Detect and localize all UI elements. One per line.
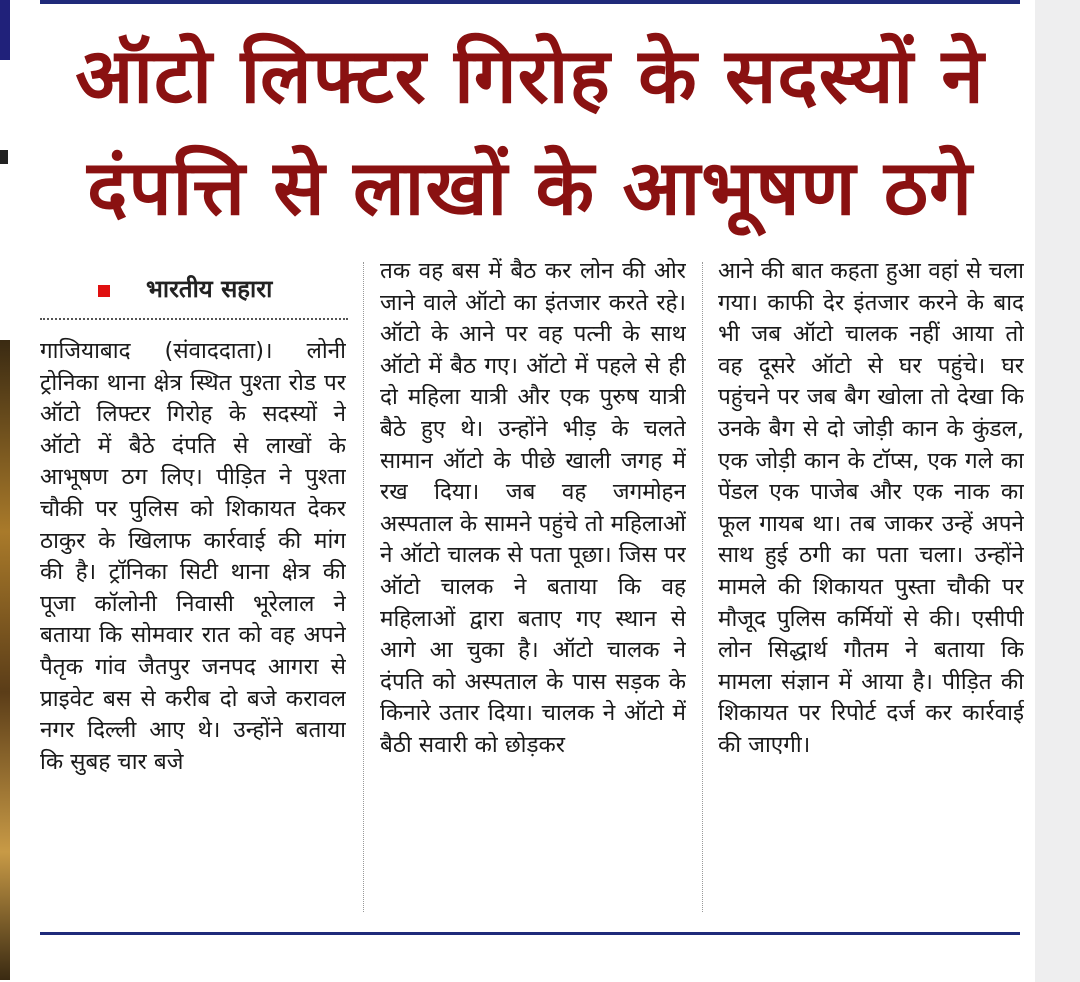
article-column-3: आने की बात कहता हुआ वहां से चला गया। काफी देर इंतजार करने के बाद भी जब ऑटो चालक नहीं आया तो वह दूसरे ऑटो से घर पहुंचे। घर पहुंचने पर जब बैग खोला तो देखा कि उनके बैग से दो जोड़ी कान के कुंडल, एक जोड़ी कान के टॉप्स, एक गले का पेंडल एक पाजेब और एक नाक का फूल गायब था। तब जाकर उन्हें अपने साथ हुई ठगी का पता चला। उन्होंने मामले की शिकायत पुस्ता चौकी पर मौजूद पुलिस कर्मियों से की। एसीपी लोन सिद्धार्थ गौतम ने बताया कि मामला संज्ञान में आया है। पीड़ित की शिकायत पर रिपोर्ट दर्ज कर कार्रवाई की जाएगी।	[718, 258, 1024, 758]
column-divider	[363, 262, 365, 912]
bottom-rule	[40, 932, 1020, 935]
left-edge-photo-strip	[0, 340, 10, 980]
left-edge-mark	[0, 150, 8, 164]
byline-divider	[40, 318, 348, 320]
left-edge-strip	[0, 0, 10, 60]
column-divider	[702, 262, 704, 912]
headline-line-1: ऑटो लिफ्टर गिरोह के सदस्यों ने	[75, 31, 985, 120]
headline	[30, 20, 1030, 244]
top-rule	[40, 0, 1020, 4]
bullet-square-icon	[98, 285, 110, 297]
article-column-1: गाजियाबाद (संवाददाता)। लोनी ट्रोनिका थाना क्षेत्र स्थित पुश्ता रोड पर ऑटो लिफ्टर गिरोह के सदस्यों ने ऑटो में बैठे दंपति से लाखों के आभूषण ठग लिए। पीड़ित ने पुश्ता चौकी पर पुलिस को शिकायत देकर ठाकुर के खिलाफ कार्रवाई की मांग की है। ट्रॉनिका सिटी थाना क्षेत्र की पूजा कॉलोनी निवासी भूरेलाल ने बताया कि सोमवार रात को वह अपने पैतृक गांव जैतपुर जनपद आगरा से प्राइवेट बस से करीब दो बजे करावल नगर दिल्ली आए थे। उन्होंने बताया कि सुबह चार बजे	[40, 338, 346, 775]
headline-line-2: दंपत्ति से लाखों के आभूषण ठगे	[87, 143, 973, 232]
article-column-2: तक वह बस में बैठ कर लोन की ओर जाने वाले ऑटो का इंतजार करते रहे। ऑटो के आने पर वह पत्नी के साथ ऑटो में बैठ गए। ऑटो में पहले से ही दो महिला यात्री और एक पुरुष यात्री बैठे हुए थे। उन्होंने भीड़ के चलते सामान ऑटो के पीछे खाली जगह में रख दिया। जब वह जगमोहन अस्पताल के सामने पहुंचे तो महिलाओं ने ऑटो चालक से पता पूछा। जिस पर ऑटो चालक ने बताया कि वह महिलाओं द्वारा बताए गए स्थान से आगे आ चुका है। ऑटो चालक ने दंपति को अस्पताल के पास सड़क के किनारे उतार दिया। चालक ने ऑटो में बैठी सवारी को छोड़कर	[380, 258, 686, 758]
right-margin	[1035, 0, 1080, 982]
byline: भारतीय सहारा	[146, 275, 273, 303]
